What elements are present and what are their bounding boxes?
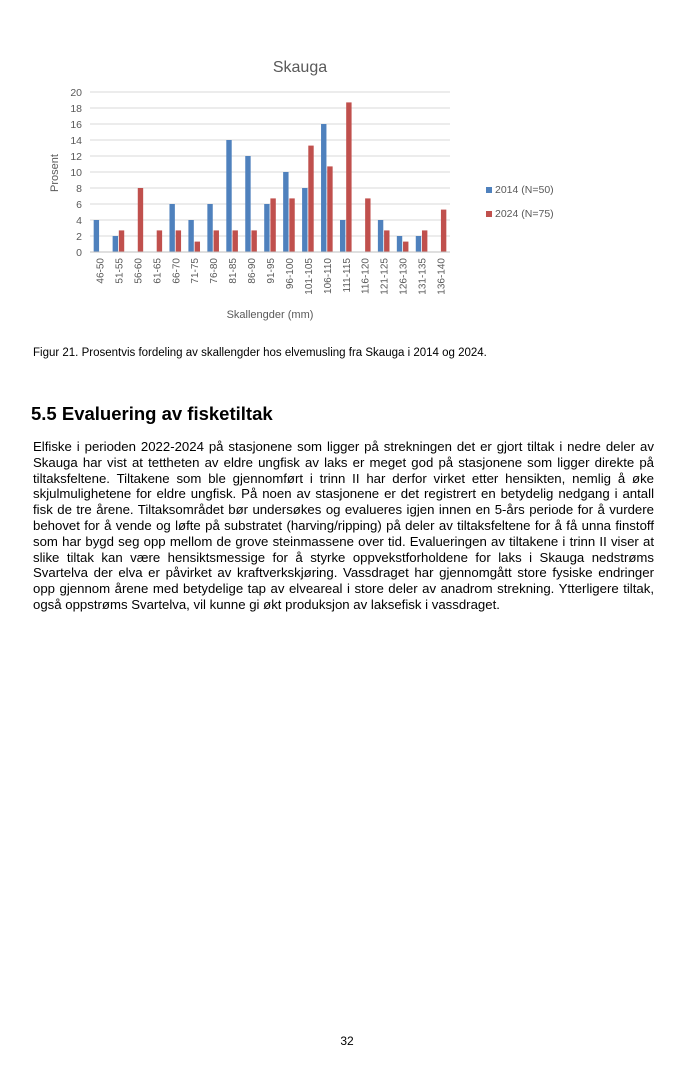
bar-series1 xyxy=(321,124,326,252)
bar-series1 xyxy=(397,236,402,252)
bar-series2 xyxy=(233,230,238,252)
x-tick-label: 66-70 xyxy=(171,258,183,284)
bar-series2 xyxy=(289,198,294,252)
legend-swatch xyxy=(486,211,492,217)
page-number: 32 xyxy=(340,1034,354,1048)
bar-series2 xyxy=(308,146,313,252)
bar-series2 xyxy=(365,198,370,252)
y-tick-label: 12 xyxy=(70,151,82,163)
y-axis-ticks xyxy=(70,87,82,259)
bar-series2 xyxy=(214,230,219,252)
x-tick-label: 86-90 xyxy=(247,258,259,284)
bar-series2 xyxy=(251,230,256,252)
bar-series1 xyxy=(169,204,174,252)
bar-series1 xyxy=(340,220,345,252)
bar-series2 xyxy=(384,230,389,252)
y-tick-label: 2 xyxy=(76,231,82,243)
bar-series2 xyxy=(176,230,181,252)
y-tick-label: 4 xyxy=(76,215,82,227)
y-tick-label: 20 xyxy=(70,87,82,99)
bar-series2 xyxy=(403,242,408,252)
y-tick-label: 14 xyxy=(70,135,82,147)
x-tick-label: 76-80 xyxy=(209,258,221,284)
y-tick-label: 18 xyxy=(70,103,82,115)
bar-series2 xyxy=(441,210,446,252)
bar-series1 xyxy=(188,220,193,252)
x-tick-label: 91-95 xyxy=(266,258,277,284)
x-tick-label: 106-110 xyxy=(322,258,334,294)
y-tick-label: 16 xyxy=(70,119,82,131)
legend-label: 2024 (N=75) xyxy=(495,208,554,220)
x-tick-label: 61-65 xyxy=(152,258,164,284)
x-tick-label: 96-100 xyxy=(284,258,296,290)
bar-series2 xyxy=(327,166,332,252)
section-heading: 5.5 Evaluering av fisketiltak xyxy=(31,403,273,424)
bar-series2 xyxy=(138,188,143,252)
y-tick-label: 8 xyxy=(76,183,82,195)
body-paragraph: Elfiske i perioden 2022-2024 på stasjonene som ligger på strekningen det er gjort tiltak i nedre deler av Skauga har vist at tettheten av eldre ungfisk av laks er meget god på stasjonene som ligger direkte på tiltaksfeltene. Tiltakene som ble gjennomført i trinn II har derfor virket etter hensikten, nemlig å øke skjulmulighetene for eldre ungfisk. På noen av stasjonene er det registrert en betydelig nedgang i antall fisk de tre årene. Tiltaksområdet bør undersøkes og evalueres igjen innen en 5-års periode for å vurdere behovet for å vende og løfte på substratet (harving/ripping) på deler av tiltaksfeltene for å få unna finstoff som har bygd seg opp mellom de grove steinmassene over tid. Evalueringen av tiltakene i trinn II viser at slike tiltak kan være hensiktsmessige for å styrke oppvekstforholdene for laks i Skauga nedstrøms Svartelva der elva er påvirket av kraftverkskjøring. Vassdraget har gjennomgått store fysiske endringer opp gjennom årene med betydelige tap av elveareal i store deler av anadrom strekning. Ytterligere tiltak, også oppstrøms Svartelva, vil kunne gi økt produksjon av laksefisk i vassdraget. xyxy=(33,439,654,612)
bar-series2 xyxy=(346,102,351,252)
bar-series1 xyxy=(226,140,231,252)
y-axis-label: Prosent xyxy=(49,154,61,192)
bar-series2 xyxy=(195,242,200,252)
bar-series1 xyxy=(94,220,99,252)
figure-caption: Figur 21. Prosentvis fordeling av skallengder hos elvemusling fra Skauga i 2014 og 2024. xyxy=(33,347,487,359)
y-tick-label: 0 xyxy=(76,247,82,259)
x-tick-label: 111-115 xyxy=(341,258,353,293)
x-axis-label: Skallengder (mm) xyxy=(226,309,314,321)
x-tick-label: 51-55 xyxy=(114,258,126,284)
x-tick-label: 131-135 xyxy=(417,258,429,295)
bar-series1 xyxy=(207,204,212,252)
bar-series2 xyxy=(157,230,162,252)
skallengde-chart xyxy=(30,40,630,330)
chart-title: Skauga xyxy=(272,59,328,76)
legend-label: 2014 (N=50) xyxy=(495,184,554,196)
x-tick-label: 81-85 xyxy=(228,258,240,284)
bar-series1 xyxy=(378,220,383,252)
x-tick-label: 56-60 xyxy=(133,258,145,284)
chart-legend xyxy=(486,184,554,220)
bar-series1 xyxy=(264,204,269,252)
chart-bars xyxy=(94,102,447,252)
x-tick-label: 136-140 xyxy=(436,258,448,295)
bar-series1 xyxy=(245,156,250,252)
bar-series1 xyxy=(283,172,288,252)
bar-series2 xyxy=(422,230,427,252)
bar-series2 xyxy=(119,230,124,252)
x-tick-label: 126-130 xyxy=(398,258,410,295)
y-tick-label: 6 xyxy=(76,199,82,211)
chart-grid xyxy=(90,92,450,236)
x-tick-label: 116-120 xyxy=(360,258,372,294)
x-tick-label: 121-125 xyxy=(379,258,391,295)
x-axis-ticks xyxy=(95,258,447,295)
bar-series2 xyxy=(270,198,275,252)
x-tick-label: 71-75 xyxy=(190,258,202,284)
legend-swatch xyxy=(486,187,492,193)
y-tick-label: 10 xyxy=(70,167,82,179)
x-tick-label: 46-50 xyxy=(95,258,107,284)
bar-series1 xyxy=(416,236,421,252)
x-tick-label: 101-105 xyxy=(303,258,315,295)
bar-series1 xyxy=(302,188,307,252)
bar-series1 xyxy=(113,236,118,252)
